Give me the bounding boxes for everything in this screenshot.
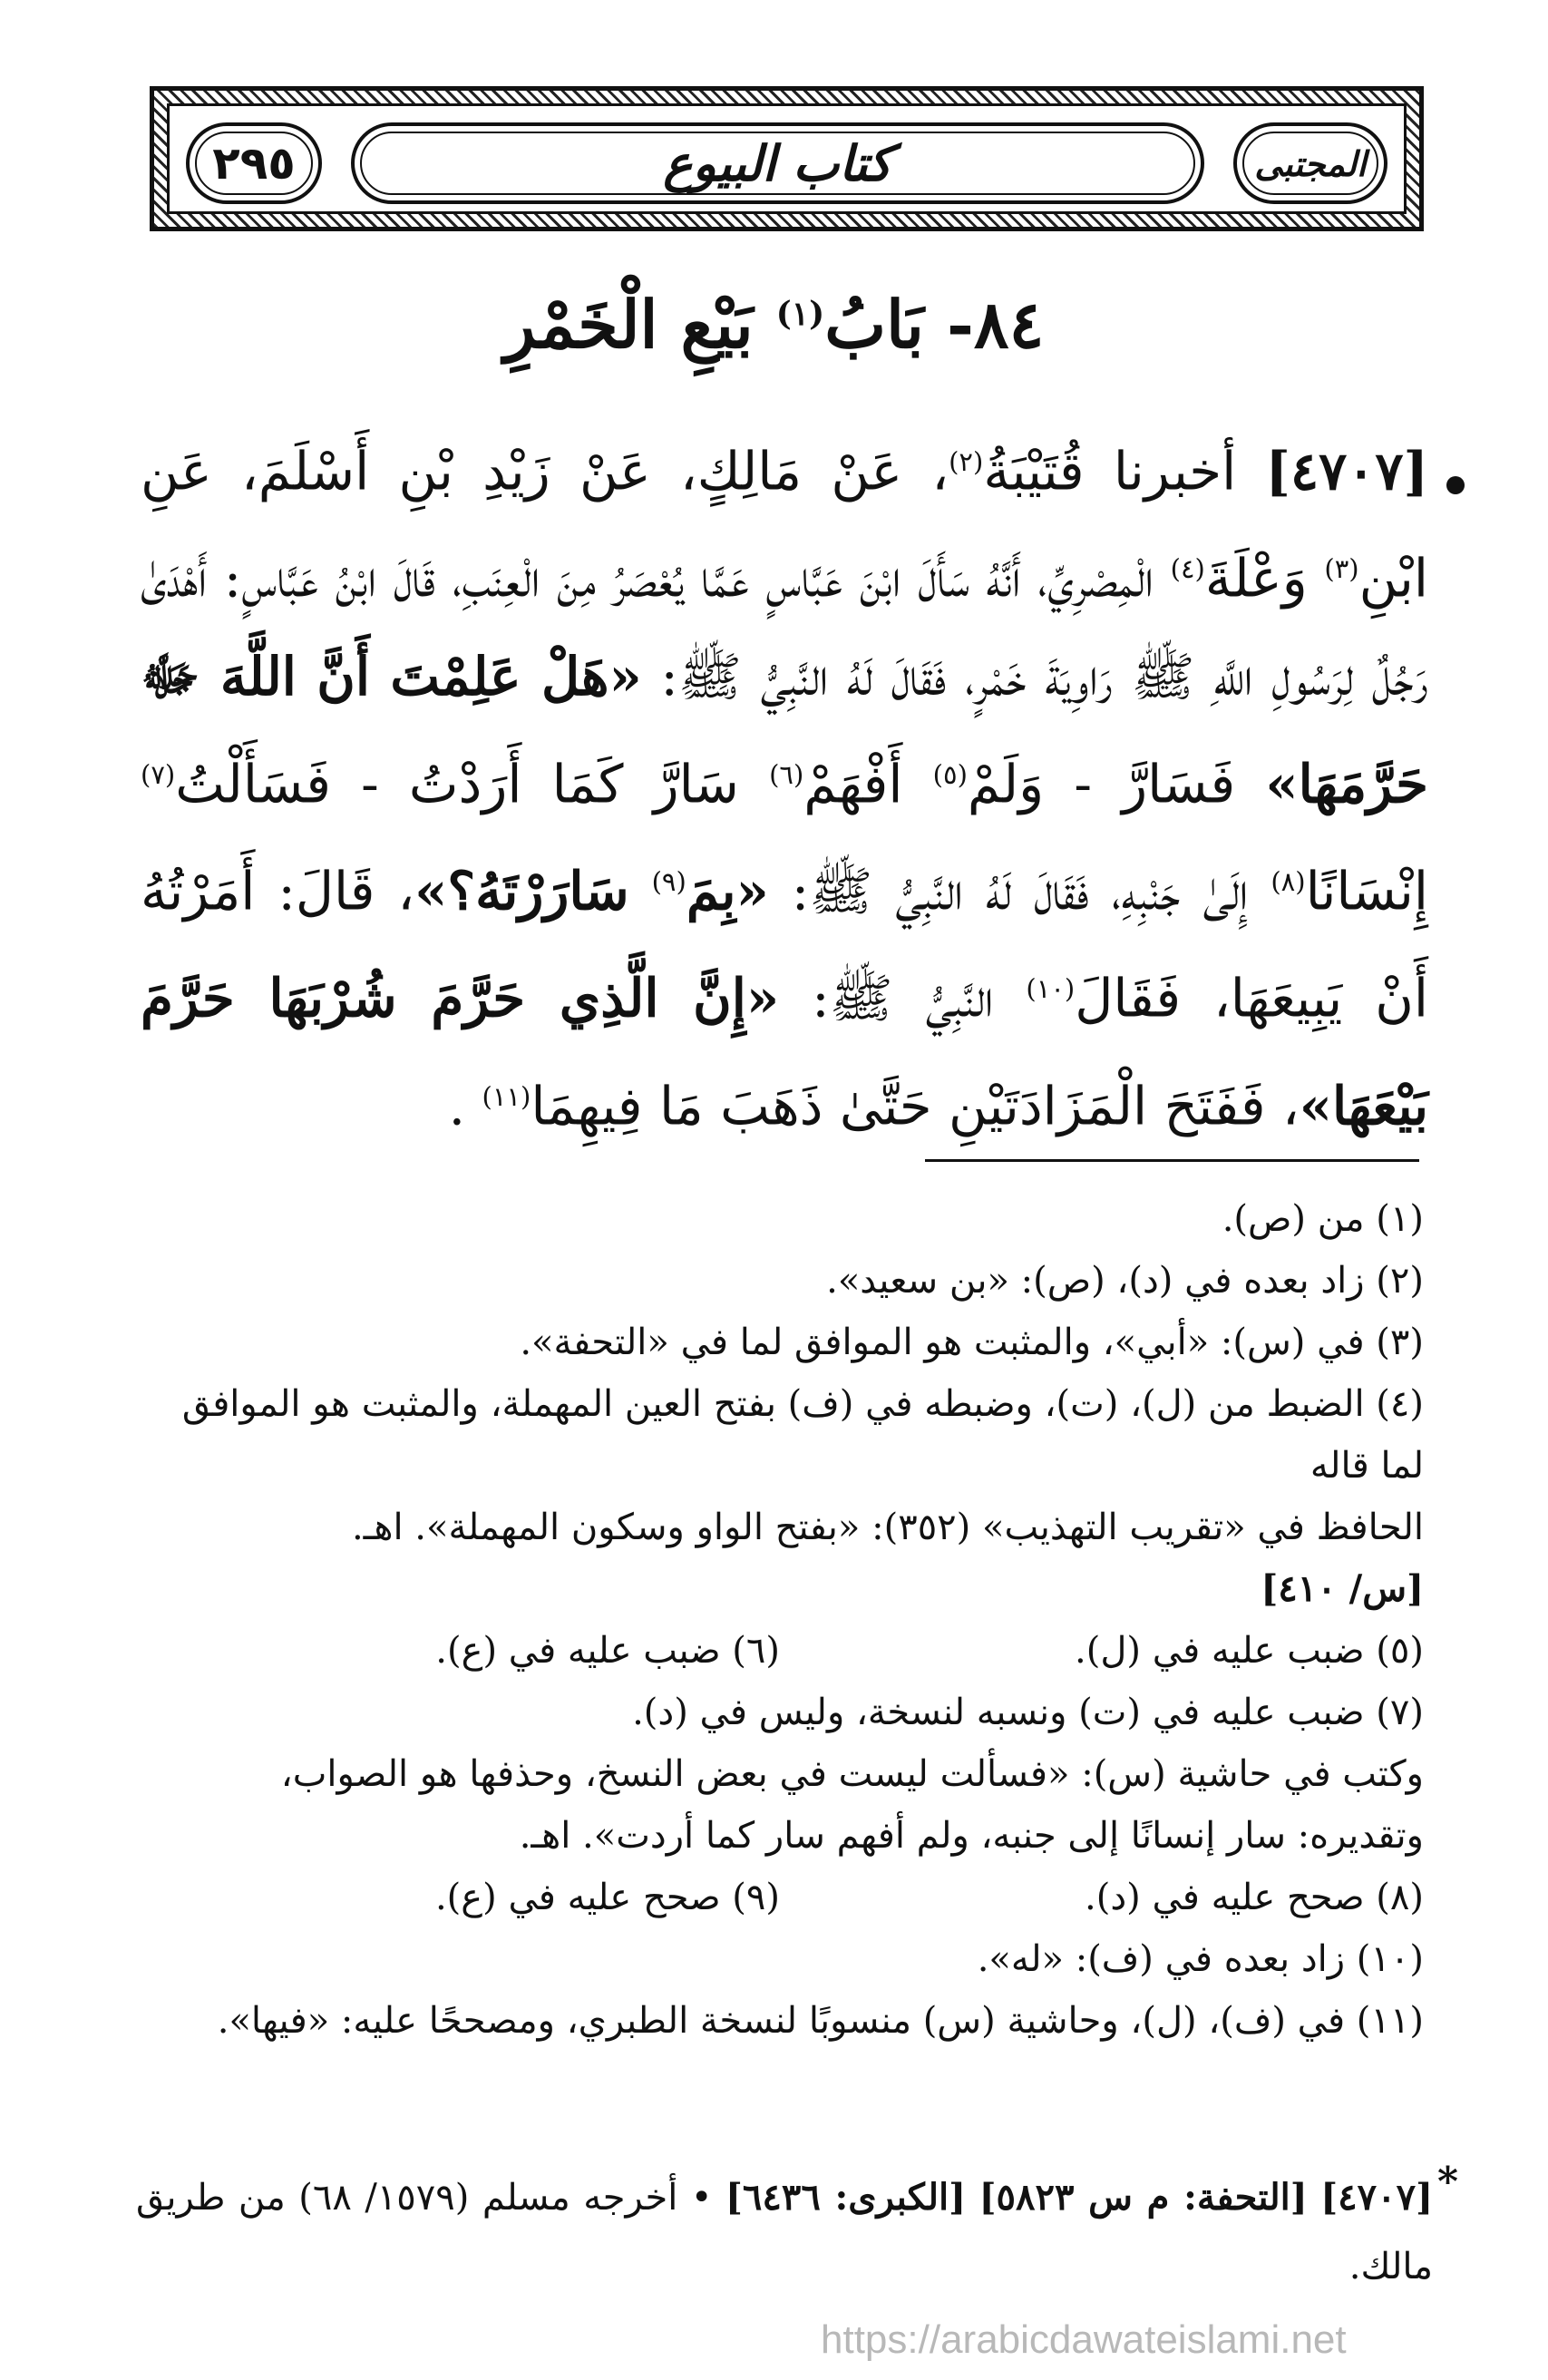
- footnote: (٨) صحح عليه في (د).: [1085, 1877, 1424, 1918]
- footnote: (٩) صحح عليه في (ع).: [434, 1877, 780, 1918]
- footnote: (١) من (ص).: [1222, 1198, 1424, 1240]
- footnote-separator: [925, 1159, 1419, 1162]
- prophet-quote: «إِنَّ الَّذِي حَرَّمَ شُرْبَهَا حَرَّمَ بَيْعَهَا»: [141, 967, 1428, 1136]
- hadith-number: [٤٧٠٧]: [1265, 440, 1428, 502]
- hadith-text: [٤٧٠٧] أخبرنا قُتَيْبَةُ$^{(٢)}$، عَنْ مَالِكٍ، عَنْ زَيْدِ بْنِ أَسْلَمَ، عَنِ ابْنِ$^{(٣)}$ وَعْلَةَ$^{(٤)}$ الْمِصْرِيِّ، أَنَّهُ سَأَلَ ابْنَ عَبَّاسٍ عَمَّا يُعْصَرُ مِنَ الْعِنَبِ، قَالَ ابْنُ عَبَّاسٍ: أَهْدَىٰ رَجُلٌ لِرَسُولِ اللَّهِ ﷺ رَاوِيَةَ خَمْرٍ، فَقَالَ لَهُ النَّبِيُّ ﷺ: «هَلْ عَلِمْتَ أَنَّ اللَّهَ ﷻ حَرَّمَهَا» فَسَارَّ - وَلَمْ$^{(٥)}$ أَفْهَمْ$^{(٦)}$ سَارَّ كَمَا أَرَدْتُ - فَسَأَلْتُ$^{(٧)}$ إِنْسَانًا$^{(٨)}$ إِلَىٰ جَنْبِهِ، فَقَالَ لَهُ النَّبِيُّ ﷺ: «بِمَ$^{(٩)}$ سَارَرْتَهُ؟»، قَالَ: أَمَرْتُهُ أَنْ يَبِيعَهَا، فَقَالَ$^{(١٠)}$ النَّبِيُّ ﷺ: «إِنَّ الَّذِي حَرَّمَ شُرْبَهَا حَرَّمَ بَيْعَهَا»، فَفَتَحَ الْمَزَادَتَيْنِ حَتَّىٰ ذَهَبَ مَا فِيهِمَا$^{(١١)}$ .: [141, 440, 1429, 1136]
- footnote: (٦) ضبب عليه في (ع).: [435, 1630, 780, 1672]
- footnote: (٥) ضبب عليه في (ل).: [1075, 1630, 1424, 1672]
- footnote: (٢) زاد بعده في (د)، (ص): «بن سعيد».: [826, 1260, 1424, 1302]
- asterisk-icon: *: [1437, 2159, 1459, 2205]
- chapter-title: ٨٤- بَابُ$^{(١)}$ بَيْعِ الْخَمْرِ: [503, 286, 1045, 363]
- cross-reference: [س/ ٤١٠]: [1261, 1567, 1424, 1610]
- footnote: (٤) الضبط من (ل)، (ت)، وضبطه في (ف) بفتح العين المهملة، والمثبت هو الموافق لما قاله: [181, 1383, 1424, 1487]
- footnotes: [136, 1188, 1424, 2052]
- footnote: الحافظ في «تقريب التهذيب» (٣٥٢): «بفتح الواو وسكون المهملة». اهـ.: [351, 1507, 1424, 1548]
- takhrij-note: [٤٧٠٧] [التحفة: م س ٥٨٢٣] [الكبرى: ٦٤٣٦] • أخرجه مسلم (١٥٧٩/ ٦٨) من طريق مالك.: [136, 2176, 1434, 2287]
- footnote-row: [136, 1620, 1424, 1682]
- footnote: (١١) في (ف)، (ل)، وحاشية (س) منسوبًا لنسخة الطبري، ومصححًا عليه: «فيها».: [217, 2000, 1424, 2042]
- bullet-icon: [1446, 476, 1465, 494]
- footnote: وتقديره: سار إنسانًا إلى جنبه، ولم أفهم سار كما أردت». اهـ.: [519, 1815, 1424, 1857]
- prophet-quote: «هَلْ عَلِمْتَ أَنَّ اللَّهَ ﷻ حَرَّمَهَا»: [141, 645, 1429, 814]
- footnote: (٣) في (س): «أبي»، والمثبت هو الموافق لما في «التحفة».: [520, 1322, 1424, 1363]
- footnote: وكتب في حاشية (س): «فسألت ليست في بعض النسخ، وحذفها هو الصواب،: [280, 1753, 1424, 1795]
- footnote-row: [136, 1867, 1424, 1928]
- footnote: (٧) ضبب عليه في (ت) ونسبه لنسخة، وليس في (د).: [632, 1692, 1424, 1733]
- series-name: المجتبى: [1233, 122, 1387, 204]
- header-inner-frame: [167, 103, 1407, 214]
- page-number: ٢٩٥: [186, 122, 322, 204]
- footnote: (١٠) زاد بعده في (ف): «له».: [977, 1938, 1424, 1980]
- page-header: [150, 86, 1424, 231]
- book-title: كتاب البيوع: [351, 122, 1204, 204]
- watermark: https://arabicdawateislami.net: [821, 2317, 1347, 2362]
- footnote-ref: (١): [775, 295, 825, 333]
